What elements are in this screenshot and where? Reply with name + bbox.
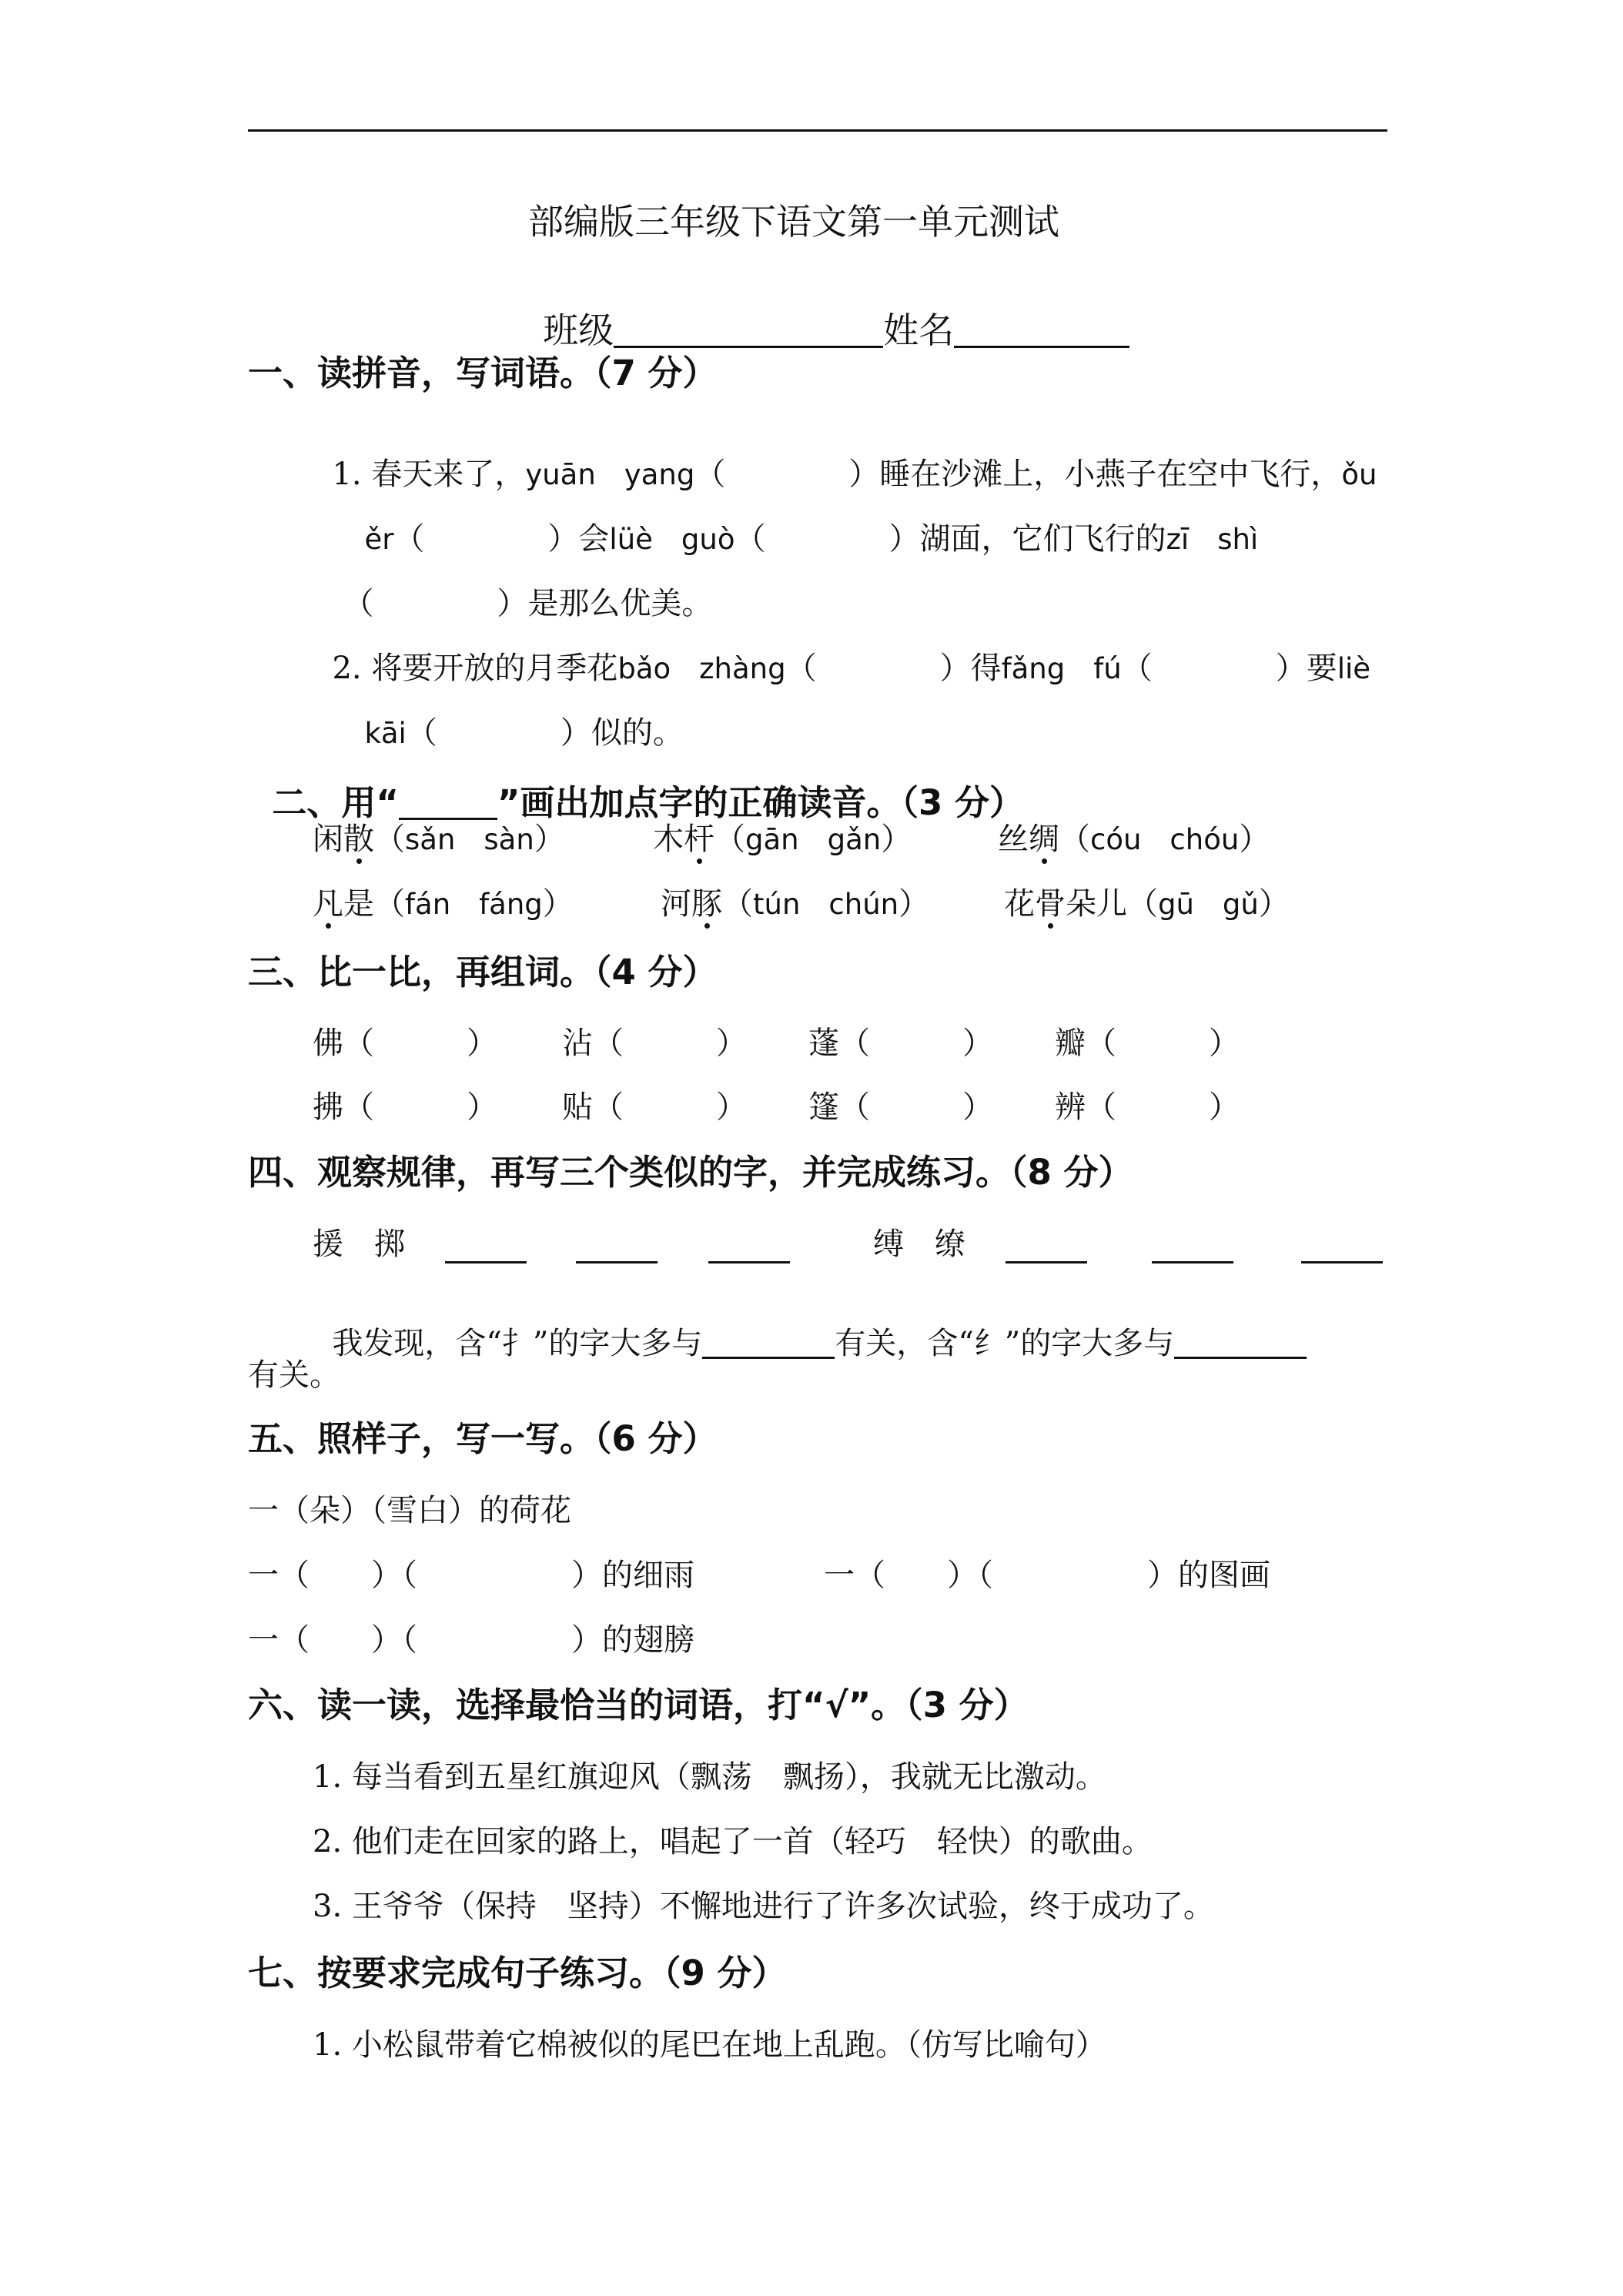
- pinyin-options[interactable]: tún chún: [753, 888, 899, 921]
- text: 得: [970, 651, 1002, 686]
- s4-blank-4[interactable]: [1006, 1230, 1087, 1263]
- s5-item-1[interactable]: 一（ ）（ ）的细雨: [248, 1558, 694, 1593]
- pinyin-options[interactable]: gān gǎn: [745, 823, 882, 856]
- s2-item-2[interactable]: [653, 824, 912, 855]
- emphasis-dot: [1042, 858, 1047, 864]
- pinyin: liè: [1337, 652, 1371, 685]
- emphasis-dot: [704, 923, 710, 929]
- emphasis-dot: [326, 923, 331, 929]
- s3-item-7[interactable]: 篷（ ）: [808, 1089, 993, 1125]
- answer-blank[interactable]: （ ）: [1121, 651, 1307, 686]
- text: 似的。: [591, 715, 684, 751]
- dotted-char: 豚: [691, 889, 722, 919]
- s1-line-4: [313, 622, 1370, 684]
- dotted-char: 散: [343, 824, 374, 855]
- char: 瓣: [1055, 1026, 1086, 1061]
- heading-text: 二、用“: [272, 782, 399, 823]
- pinyin: yuān yang: [525, 458, 695, 491]
- class-blank[interactable]: [614, 315, 883, 348]
- name-label: 姓名: [883, 310, 955, 351]
- text: 睡在沙滩上，小燕子在空中飞行，: [879, 457, 1342, 492]
- s4-finding: [313, 1295, 1307, 1359]
- pinyin: lüè guò: [609, 523, 735, 556]
- pinyin-options[interactable]: gū gǔ: [1158, 888, 1259, 921]
- answer-blank[interactable]: （ ）: [393, 521, 579, 557]
- section-6-heading: 六、读一读，选择最恰当的词语，打“√”。（3 分）: [248, 1685, 1029, 1725]
- dotted-char: 骨: [1035, 889, 1066, 919]
- s3-item-6[interactable]: 贴（ ）: [562, 1089, 747, 1125]
- pinyin-options[interactable]: sǎn sàn: [405, 823, 534, 856]
- char: 贴: [562, 1089, 593, 1125]
- s7-item-1: 1. 小松鼠带着它棉被似的尾巴在地上乱跑。（仿写比喻句）: [313, 2027, 1106, 2063]
- answer-blank[interactable]: （ ）: [785, 651, 971, 686]
- paren: （: [1059, 822, 1090, 857]
- paren: ）: [1258, 886, 1290, 922]
- top-rule: [248, 129, 1387, 132]
- s4-chars-b: 缚 缭: [873, 1227, 965, 1262]
- answer-blank[interactable]: （ ）: [343, 586, 528, 621]
- section-4-heading: 四、观察规律，再写三个类似的字，并完成练习。（8 分）: [248, 1152, 1133, 1193]
- text: 有关，含“纟”的字大多与: [835, 1326, 1175, 1361]
- text: 要: [1306, 651, 1337, 686]
- s4-finding-end: 有关。: [248, 1357, 340, 1393]
- paren: ）: [899, 886, 930, 922]
- s4-answer-1[interactable]: [702, 1326, 835, 1359]
- s2-item-4[interactable]: [313, 886, 574, 922]
- s1-line-2: [345, 493, 1259, 557]
- paren: ）: [881, 822, 912, 857]
- char: 花: [1004, 886, 1035, 922]
- pinyin: bǎo zhàng: [617, 652, 786, 685]
- char: 拂: [313, 1089, 343, 1125]
- text: 1. 春天来了，: [332, 457, 526, 492]
- s4-chars-a: 援 掷: [313, 1227, 405, 1262]
- s3-item-5[interactable]: 拂（ ）: [313, 1089, 497, 1125]
- section-3-heading: 三、比一比，再组词。（4 分）: [248, 952, 718, 992]
- pinyin: fǎng fú: [1001, 652, 1122, 685]
- s1-line-1: [313, 428, 1377, 490]
- s3-item-1[interactable]: 佛（ ）: [313, 1026, 497, 1061]
- s5-example: 一（朵）（雪白）的荷花: [248, 1493, 571, 1528]
- char: 河: [661, 886, 691, 922]
- s2-item-3[interactable]: [998, 824, 1270, 855]
- s4-answer-2[interactable]: [1174, 1326, 1307, 1359]
- text: 是那么优美。: [527, 586, 713, 621]
- emphasis-dot: [356, 858, 362, 864]
- student-info: [520, 277, 1129, 351]
- answer-blank[interactable]: （ ）: [406, 715, 591, 751]
- paren: 是（: [343, 886, 405, 922]
- pinyin: kāi: [364, 717, 407, 750]
- char: 木: [653, 822, 684, 857]
- paren: ）: [542, 886, 574, 922]
- paren: （: [722, 886, 753, 922]
- pinyin-options[interactable]: fán fáng: [405, 888, 543, 921]
- text: 的翅膀: [602, 1622, 694, 1658]
- section-5-heading: 五、照样子，写一写。（6 分）: [248, 1418, 718, 1459]
- s5-item-2[interactable]: 一（ ）（ ）的图画: [824, 1558, 1270, 1593]
- section-2-heading: [248, 751, 1024, 823]
- char: 沾: [562, 1026, 593, 1061]
- paren: ）: [1239, 822, 1270, 857]
- s3-item-8[interactable]: 辨（ ）: [1055, 1089, 1240, 1125]
- char: 蓬: [808, 1026, 839, 1061]
- s3-item-2[interactable]: 沾（ ）: [562, 1026, 747, 1061]
- emphasis-dot: [697, 858, 702, 864]
- section-7-heading: 七、按要求完成句子练习。（9 分）: [248, 1953, 787, 1993]
- char: 闲: [313, 822, 343, 857]
- s6-item-1[interactable]: 1. 每当看到五星红旗迎风（飘荡 飘扬），我就无比激动。: [313, 1759, 1106, 1795]
- s4-blank-5[interactable]: [1152, 1230, 1233, 1263]
- pinyin-options[interactable]: cóu chóu: [1090, 823, 1240, 856]
- text: 会: [578, 521, 610, 557]
- page-title: 部编版三年级下语文第一单元测试: [528, 201, 1059, 243]
- s6-item-3[interactable]: 3. 王爷爷（保持 坚持）不懈地进行了许多次试验，终于成功了。: [313, 1889, 1214, 1924]
- text: 的细雨: [602, 1558, 694, 1593]
- s5-item-3[interactable]: 一（ ）（ ）的翅膀: [248, 1622, 694, 1658]
- char: 丝: [998, 822, 1029, 857]
- s6-item-2[interactable]: 2. 他们走在回家的路上，唱起了一首（轻巧 轻快）的歌曲。: [313, 1824, 1153, 1859]
- section-1-heading: 一、读拼音，写词语。（7 分）: [248, 353, 718, 393]
- s2-item-1[interactable]: [313, 824, 565, 855]
- s1-line-3: [323, 557, 712, 619]
- s1-line-5: [345, 687, 684, 751]
- text: 一: [248, 1622, 279, 1658]
- name-blank[interactable]: [954, 315, 1129, 348]
- s4-blank-6[interactable]: [1301, 1230, 1383, 1263]
- class-label: 班级: [543, 310, 614, 351]
- s4-blank-3[interactable]: [708, 1230, 790, 1263]
- char: 篷: [808, 1089, 839, 1125]
- emphasis-dot: [1048, 923, 1053, 929]
- text: 一: [824, 1558, 855, 1593]
- s3-item-3[interactable]: 蓬（ ）: [808, 1026, 993, 1061]
- pinyin: zī shì: [1166, 523, 1259, 556]
- pinyin: ǒu: [1341, 458, 1377, 491]
- text: 2. 将要开放的月季花: [332, 651, 618, 686]
- dotted-char: 绸: [1029, 824, 1059, 855]
- answer-blank[interactable]: （ ）: [694, 457, 880, 492]
- dotted-char: 凡: [313, 889, 343, 919]
- heading-text: ”画出加点字的正确读音。（3 分）: [497, 782, 1024, 823]
- answer-blank[interactable]: （ ）: [735, 521, 920, 557]
- text: 湖面，它们飞行的: [919, 521, 1166, 557]
- paren: ）: [534, 822, 565, 857]
- s2-item-6[interactable]: [1004, 886, 1290, 922]
- char: 辨: [1055, 1089, 1086, 1125]
- text: 我发现，含“扌”的字大多与: [332, 1326, 703, 1361]
- char: 佛: [313, 1026, 343, 1061]
- text: 的图画: [1178, 1558, 1270, 1593]
- dotted-char: 杆: [684, 824, 714, 855]
- paren: （: [374, 822, 405, 857]
- text: 一: [248, 1558, 279, 1593]
- pinyin: ěr: [364, 523, 394, 556]
- s2-item-5[interactable]: [661, 886, 930, 922]
- s4-blank-2[interactable]: [576, 1230, 658, 1263]
- paren: 朵儿（: [1066, 886, 1158, 922]
- paren: （: [714, 822, 745, 857]
- s4-blank-1[interactable]: [445, 1230, 527, 1263]
- s3-item-4[interactable]: 瓣（ ）: [1055, 1026, 1240, 1061]
- underline-sample: [399, 792, 497, 820]
